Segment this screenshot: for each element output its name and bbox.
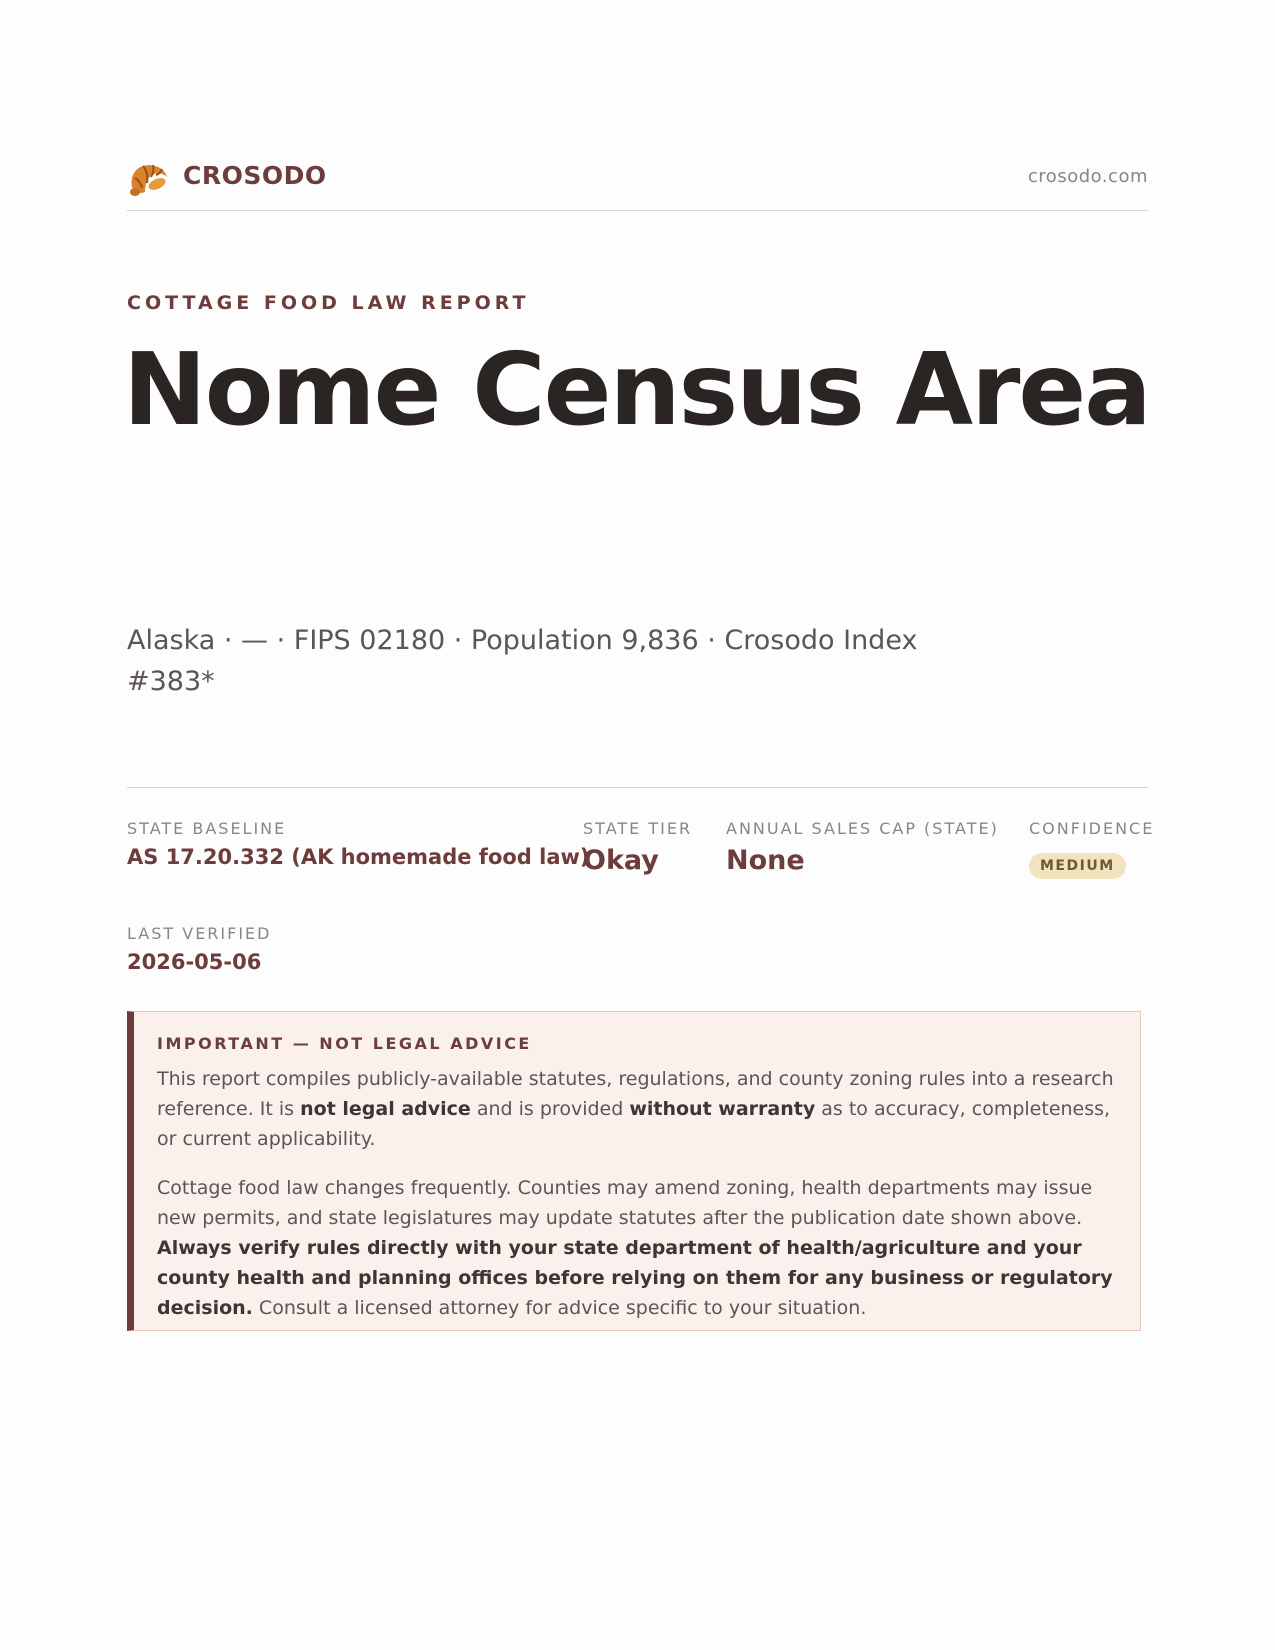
notice-text: This report compiles publicly-available statutes, regulations, and county zoning rules into a research reference. It is xyxy=(157,1068,1114,1120)
notice-emphasis: Always verify rules directly with your state department of health/agriculture and your county health and planning offices before relying on them for any business or regulatory decision. xyxy=(157,1237,1113,1319)
notice-text: and is provided xyxy=(470,1098,630,1120)
state-tier-value: Okay xyxy=(583,845,659,876)
report-eyebrow: COTTAGE FOOD LAW REPORT xyxy=(127,292,530,314)
confidence-label: CONFIDENCE xyxy=(1029,819,1155,838)
state-baseline-label: STATE BASELINE xyxy=(127,819,287,838)
brand-name: CROSODO xyxy=(183,161,327,190)
notice-emphasis: not legal advice xyxy=(300,1098,471,1120)
croissant-icon xyxy=(127,159,169,199)
sales-cap-value: None xyxy=(726,845,805,876)
notice-text: Cottage food law changes frequently. Counties may amend zoning, health departments may issue new permits, and state legislatures may update statutes after the publication date shown above. xyxy=(157,1177,1093,1229)
report-meta: Alaska · — · FIPS 02180 · Population 9,836 · Crosodo Index #383* xyxy=(127,625,918,697)
page-title: Nome Census Area xyxy=(123,331,1150,448)
notice-paragraph-2 xyxy=(157,1173,1127,1323)
sales-cap-label: ANNUAL SALES CAP (STATE) xyxy=(726,819,999,838)
page-header xyxy=(127,155,1148,211)
site-url[interactable]: crosodo.com xyxy=(1027,166,1148,187)
state-baseline-value: AS 17.20.332 (AK homemade food law) xyxy=(127,845,590,869)
confidence-badge: MEDIUM xyxy=(1029,853,1126,879)
notice-emphasis: without warranty xyxy=(629,1098,816,1120)
last-verified-label: LAST VERIFIED xyxy=(127,924,272,943)
notice-paragraph-1 xyxy=(157,1064,1127,1154)
section-divider xyxy=(127,787,1148,788)
notice-text: Consult a licensed attorney for advice specific to your situation. xyxy=(252,1297,867,1319)
state-tier-label: STATE TIER xyxy=(583,819,693,838)
notice-text: as to accuracy, completeness, or current applicability. xyxy=(157,1098,1111,1150)
notice-title: IMPORTANT — NOT LEGAL ADVICE xyxy=(157,1034,532,1053)
legal-notice xyxy=(127,1011,1141,1331)
last-verified-value: 2026-05-06 xyxy=(127,950,262,974)
